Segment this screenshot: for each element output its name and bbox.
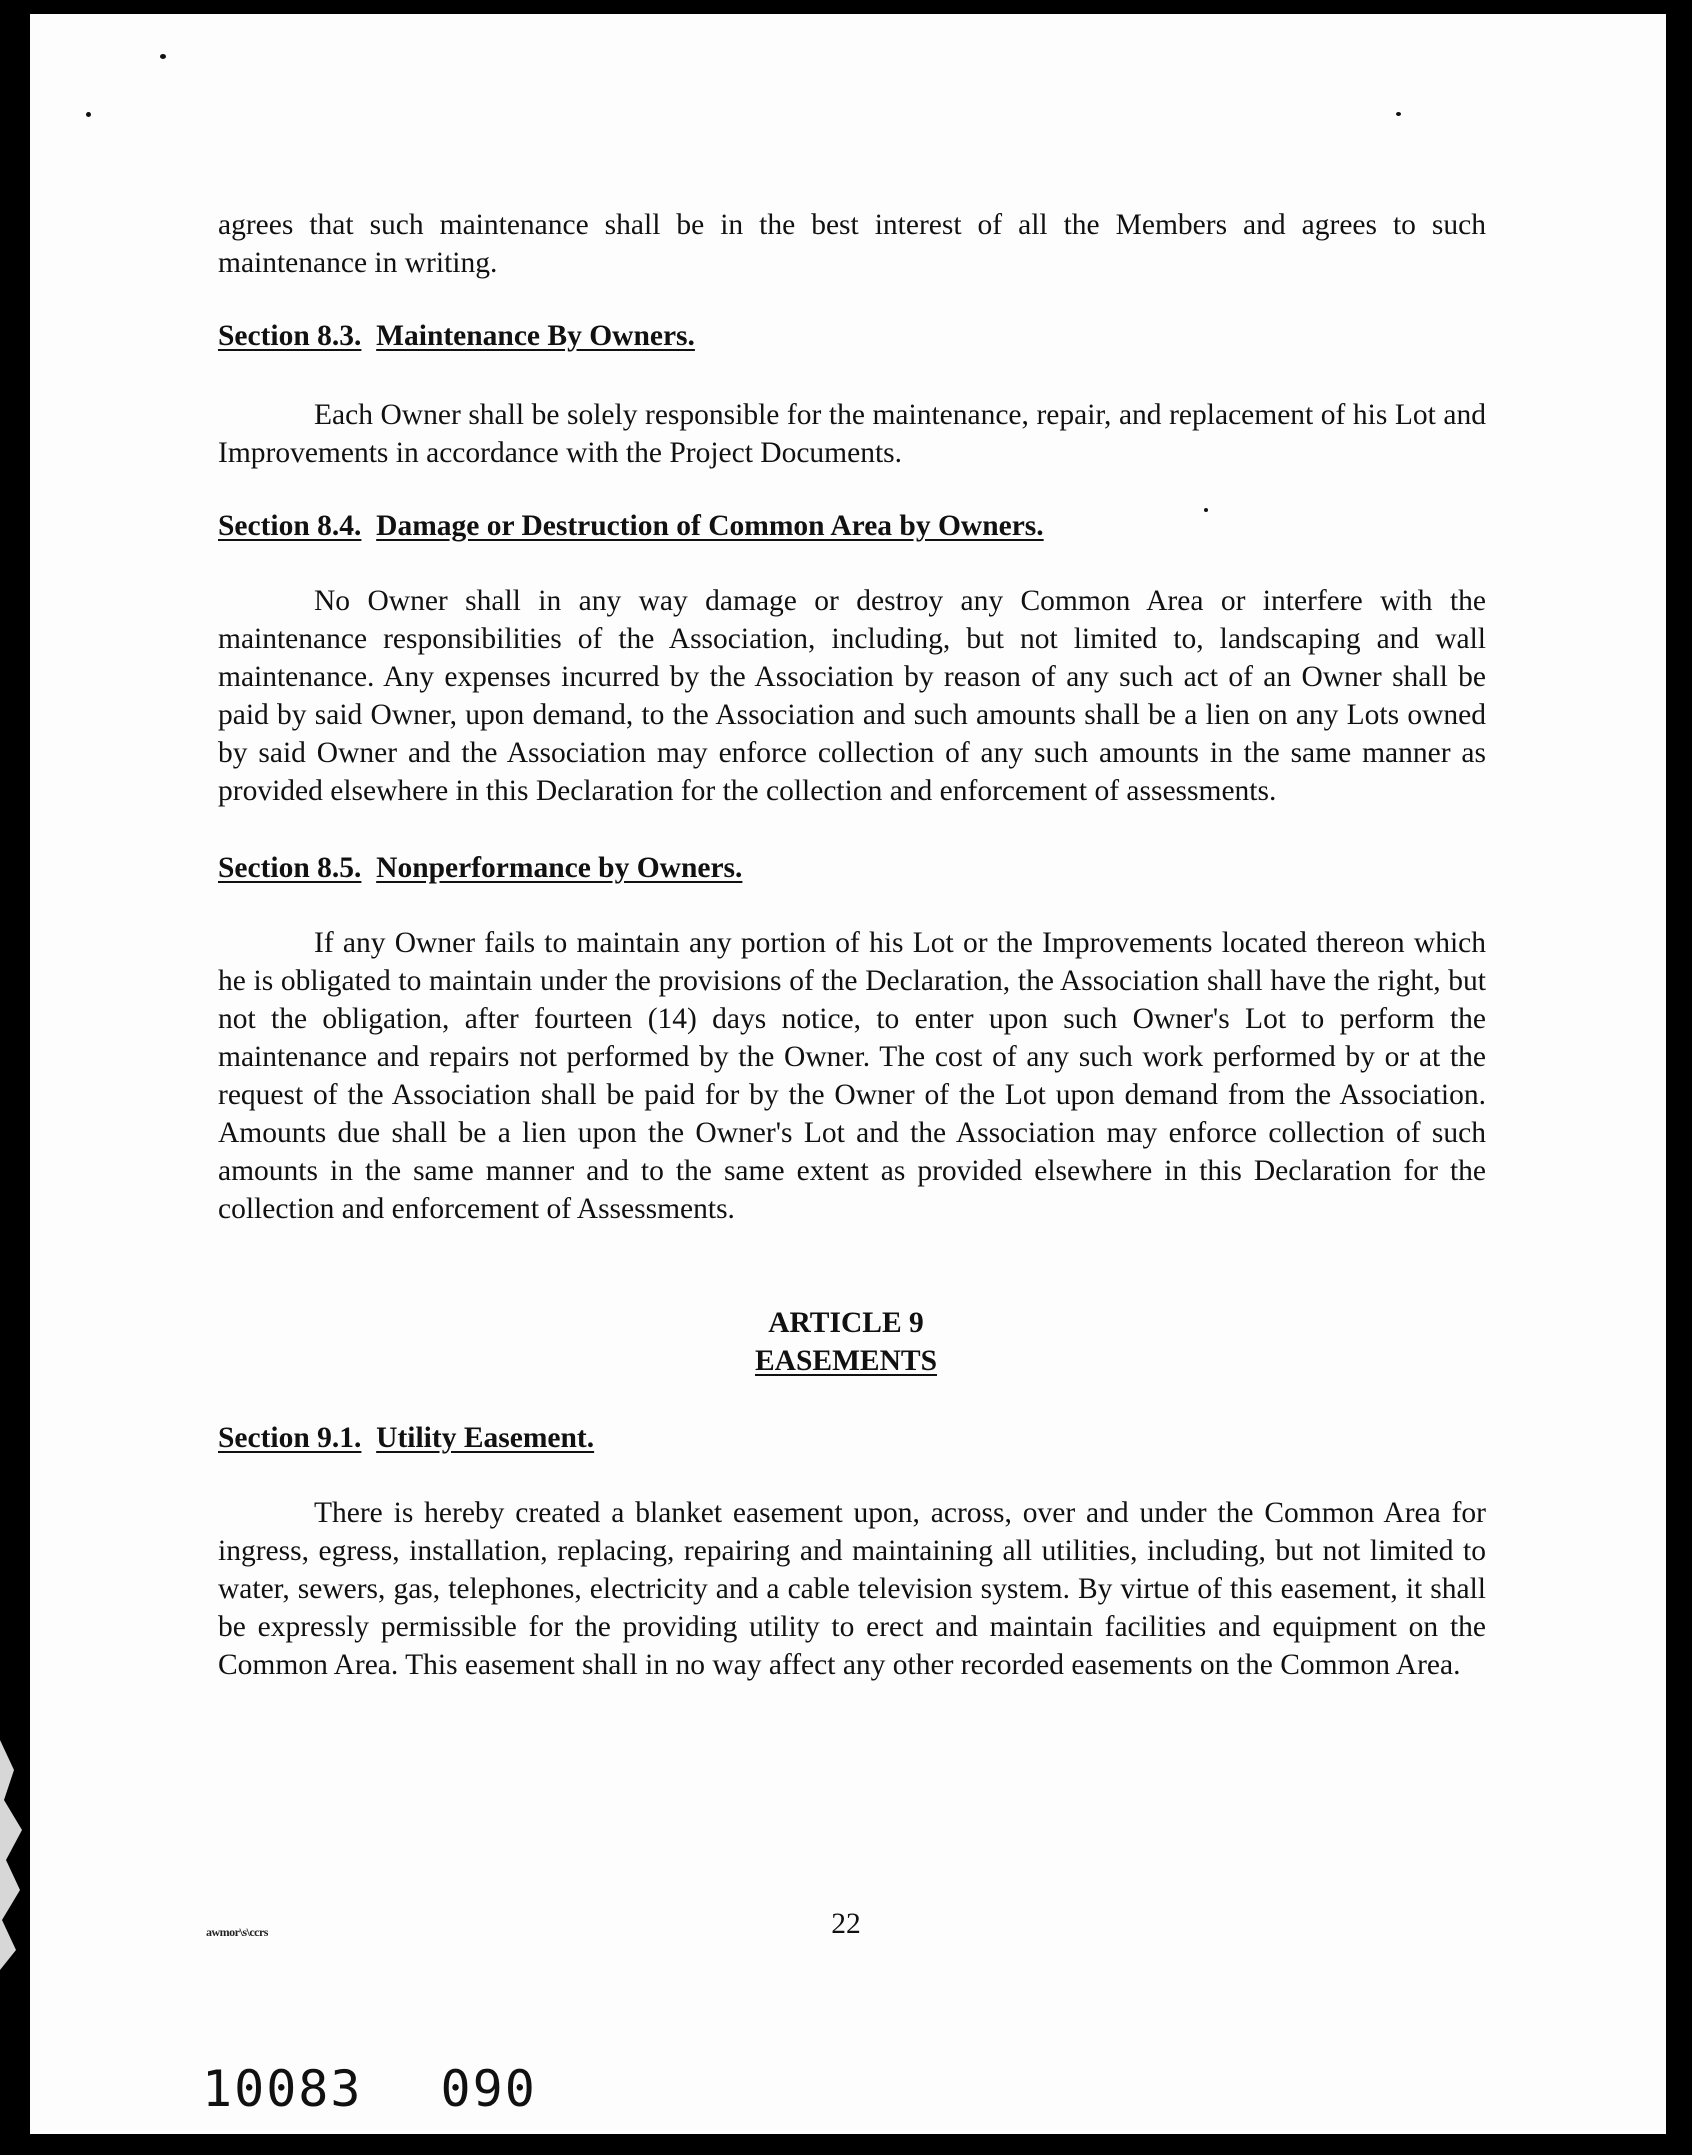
opening-paragraph-block: [218, 206, 1486, 282]
section-title: Utility Easement.: [376, 1422, 595, 1454]
stamp-left: 10083: [202, 2060, 363, 2118]
section-title: Maintenance By Owners.: [376, 320, 695, 352]
footer-file-code: awmor\s\ccrs: [206, 1925, 268, 1939]
section-body: There is hereby created a blanket easement upon, across, over and under the Common Area for ingress, egress, installation, replacing, repairing and maintaining all utilities, including, but not limited to water, sewers, gas, telephones, electricity and a cable television system. By virtue of this easement, it shall be expressly permissible for the providing utility to erect and maintain facilities and equipment on the Common Area. This easement shall in no way affect any other recorded easements on the Common Area.: [218, 1497, 1486, 1681]
section-title: Nonperformance by Owners.: [376, 852, 743, 884]
section-8-3-body-block: [218, 396, 1486, 472]
section-number: Section 8.5.: [218, 852, 362, 884]
section-title: Damage or Destruction of Common Area by Owners.: [376, 510, 1044, 542]
article-title: EASEMENTS: [755, 1345, 937, 1377]
scan-speck: [160, 54, 166, 59]
opening-paragraph: agrees that such maintenance shall be in the best interest of all the Members and agrees to such maintenance in writing.: [218, 209, 1486, 279]
scan-speck: [1396, 112, 1401, 116]
section-number: Section 8.3.: [218, 320, 362, 352]
section-number: Section 9.1.: [218, 1422, 362, 1454]
section-8-4-heading: [218, 510, 1044, 543]
scan-speck: [1204, 508, 1208, 512]
scan-speck: [86, 112, 91, 117]
section-8-5-body-block: [218, 924, 1486, 1228]
document-stamp-number: [202, 2060, 537, 2118]
article-number: ARTICLE 9: [768, 1307, 924, 1339]
section-8-5-heading: [218, 852, 742, 885]
section-9-1-body-block: [218, 1494, 1486, 1684]
page-number: 22: [831, 1908, 861, 1940]
article-heading-block: [0, 1304, 1692, 1380]
section-number: Section 8.4.: [218, 510, 362, 542]
section-body: If any Owner fails to maintain any portion of his Lot or the Improvements located thereon which he is obligated to maintain under the provisions of the Declaration, the Association shall have the right, but not the obligation, after fourteen (14) days notice, to enter upon such Owner's Lot to perform the maintenance and repairs not performed by the Owner. The cost of any such work performed by or at the request of the Association shall be paid for by the Owner of the Lot upon demand from the Association. Amounts due shall be a lien upon the Owner's Lot and the Association may enforce collection of such amounts in the same manner and to the same extent as provided elsewhere in this Declaration for the collection and enforcement of Assessments.: [218, 927, 1486, 1225]
stamp-right: 090: [440, 2060, 537, 2118]
section-8-3-heading: [218, 320, 695, 353]
section-body: No Owner shall in any way damage or destroy any Common Area or interfere with the maintenance responsibilities of the Association, including, but not limited to, landscaping and wall maintenance. Any expenses incurred by the Association by reason of any such act of an Owner shall be paid by said Owner, upon demand, to the Association and such amounts shall be a lien on any Lots owned by said Owner and the Association may enforce collection of any such amounts in the same manner as provided elsewhere in this Declaration for the collection and enforcement of assessments.: [218, 585, 1486, 807]
section-8-4-body-block: [218, 582, 1486, 810]
section-body: Each Owner shall be solely responsible for the maintenance, repair, and replacement of his Lot and Improvements in accordance with the Project Documents.: [218, 399, 1486, 469]
section-9-1-heading: [218, 1422, 594, 1455]
